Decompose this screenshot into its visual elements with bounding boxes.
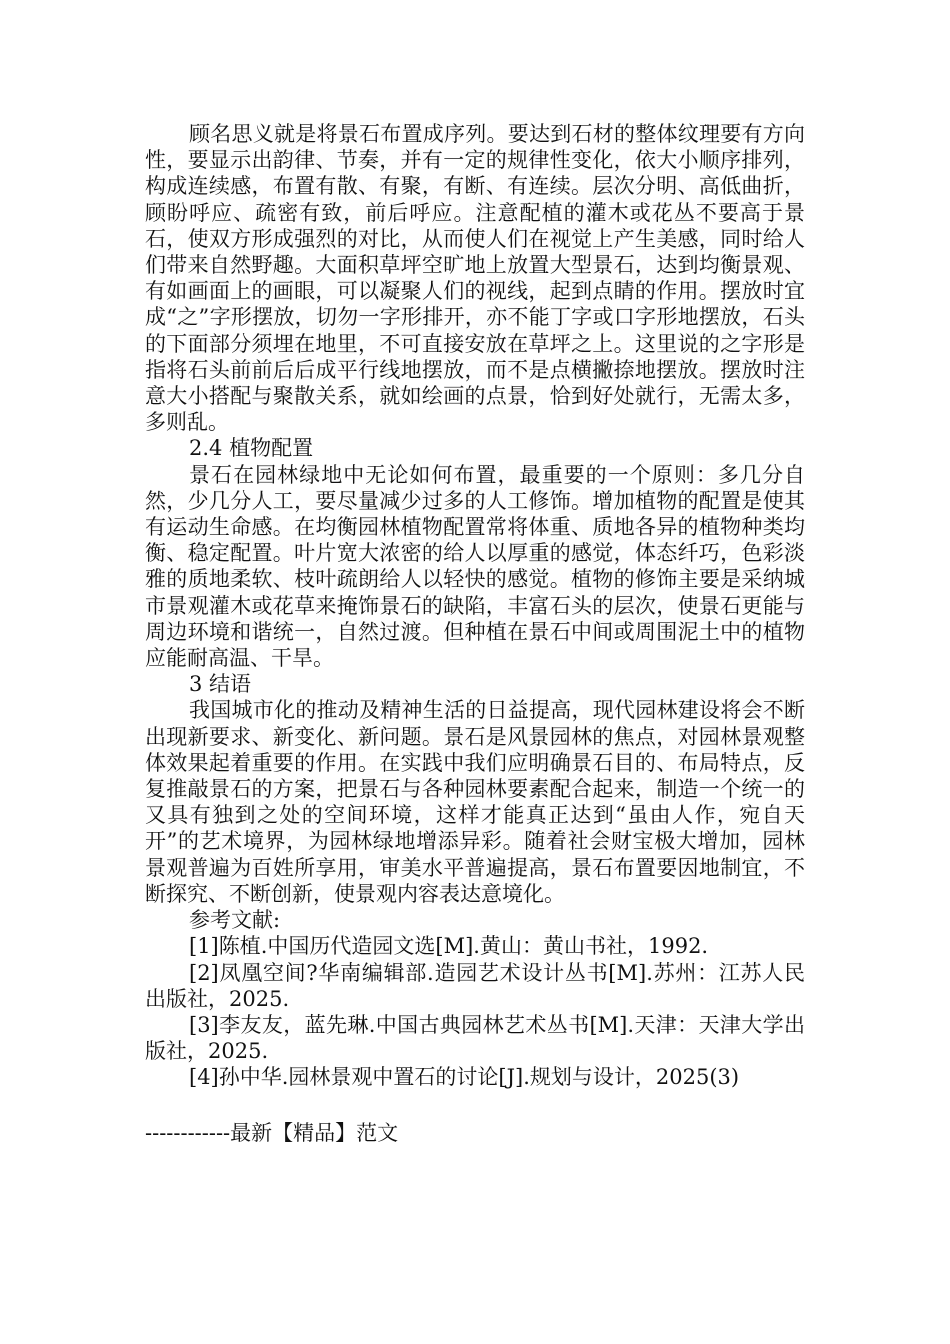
reference-item: [3]李友友，蓝先琳.中国古典园林艺术丛书[M].天津：天津大学出版社，2025. [145, 1012, 805, 1064]
paragraph-conclusion: 我国城市化的推动及精神生活的日益提高，现代园林建设将会不断出现新要求、新变化、新问题。景石是风景园林的焦点，对园林景观整体效果起着重要的作用。在实践中我们应明确景石目的、布局特点，反复推敲景石的方案，把景石与各种园林要素配合起来，制造一个统一的又具有独到之处的空间环境，这样才能真正达到“虽由人作，宛自天开”的艺术境界，为园林绿地增添异彩。随着社会财宝极大增加，园林景观普遍为百姓所享用，审美水平普遍提高，景石布置要因地制宜，不断探究、不断创新，使景观内容表达意境化。 [145, 698, 805, 906]
paragraph-arrangement: 顾名思义就是将景石布置成序列。要达到石材的整体纹理要有方向性，要显示出韵律、节奏，并有一定的规律性变化，依大小顺序排列，构成连续感，布置有散、有聚，有断、有连续。层次分明、高低曲折，顾盼呼应、疏密有致，前后呼应。注意配植的灌木或花丛不要高于景石，使双方形成强烈的对比，从而使人们在视觉上产生美感，同时给人们带来自然野趣。大面积草坪空旷地上放置大型景石，达到均衡景观、有如画面上的画眼，可以凝聚人们的视线，起到点睛的作用。摆放时宜成“之”字形摆放，切勿一字形排开，亦不能丁字或口字形地摆放，石头的下面部分须埋在地里，不可直接安放在草坪之上。这里说的之字形是指将石头前前后后成平行线地摆放，而不是点横撇捺地摆放。摆放时注意大小搭配与聚散关系，就如绘画的点景，恰到好处就行，无需太多，多则乱。 [145, 122, 805, 435]
section-heading-plant-config: 2.4 植物配置 [189, 436, 314, 461]
page-footer: ------------最新【精品】范文 [145, 1121, 399, 1145]
document-body [145, 121, 805, 1091]
section-heading-conclusion: 3 结语 [189, 672, 252, 697]
reference-item: [1]陈植.中国历代造园文选[M].黄山：黄山书社，1992. [189, 934, 709, 959]
reference-item: [2]凤凰空间?华南编辑部.造园艺术设计丛书[M].苏州：江苏人民出版社，2025. [145, 960, 805, 1011]
references-title: 参考文献: [189, 908, 281, 933]
reference-item: [4]孙中华.园林景观中置石的讨论[J].规划与设计，2025(3) [189, 1065, 740, 1090]
paragraph-plant-config: 景石在园林绿地中无论如何布置，最重要的一个原则：多几分自然，少几分人工，要尽量减少过多的人工修饰。增加植物的配置是使其有运动生命感。在均衡园林植物配置常将体重、质地各异的植物种类均衡、稳定配置。叶片宽大浓密的给人以厚重的感觉，体态纤巧，色彩淡雅的质地柔软、枝叶疏朗给人以轻快的感觉。植物的修饰主要是采纳城市景观灌木或花草来掩饰景石的缺陷，丰富石头的层次，使景石更能与周边环境和谐统一，自然过渡。但种植在景石中间或周围泥土中的植物应能耐高温、干旱。 [145, 462, 805, 671]
